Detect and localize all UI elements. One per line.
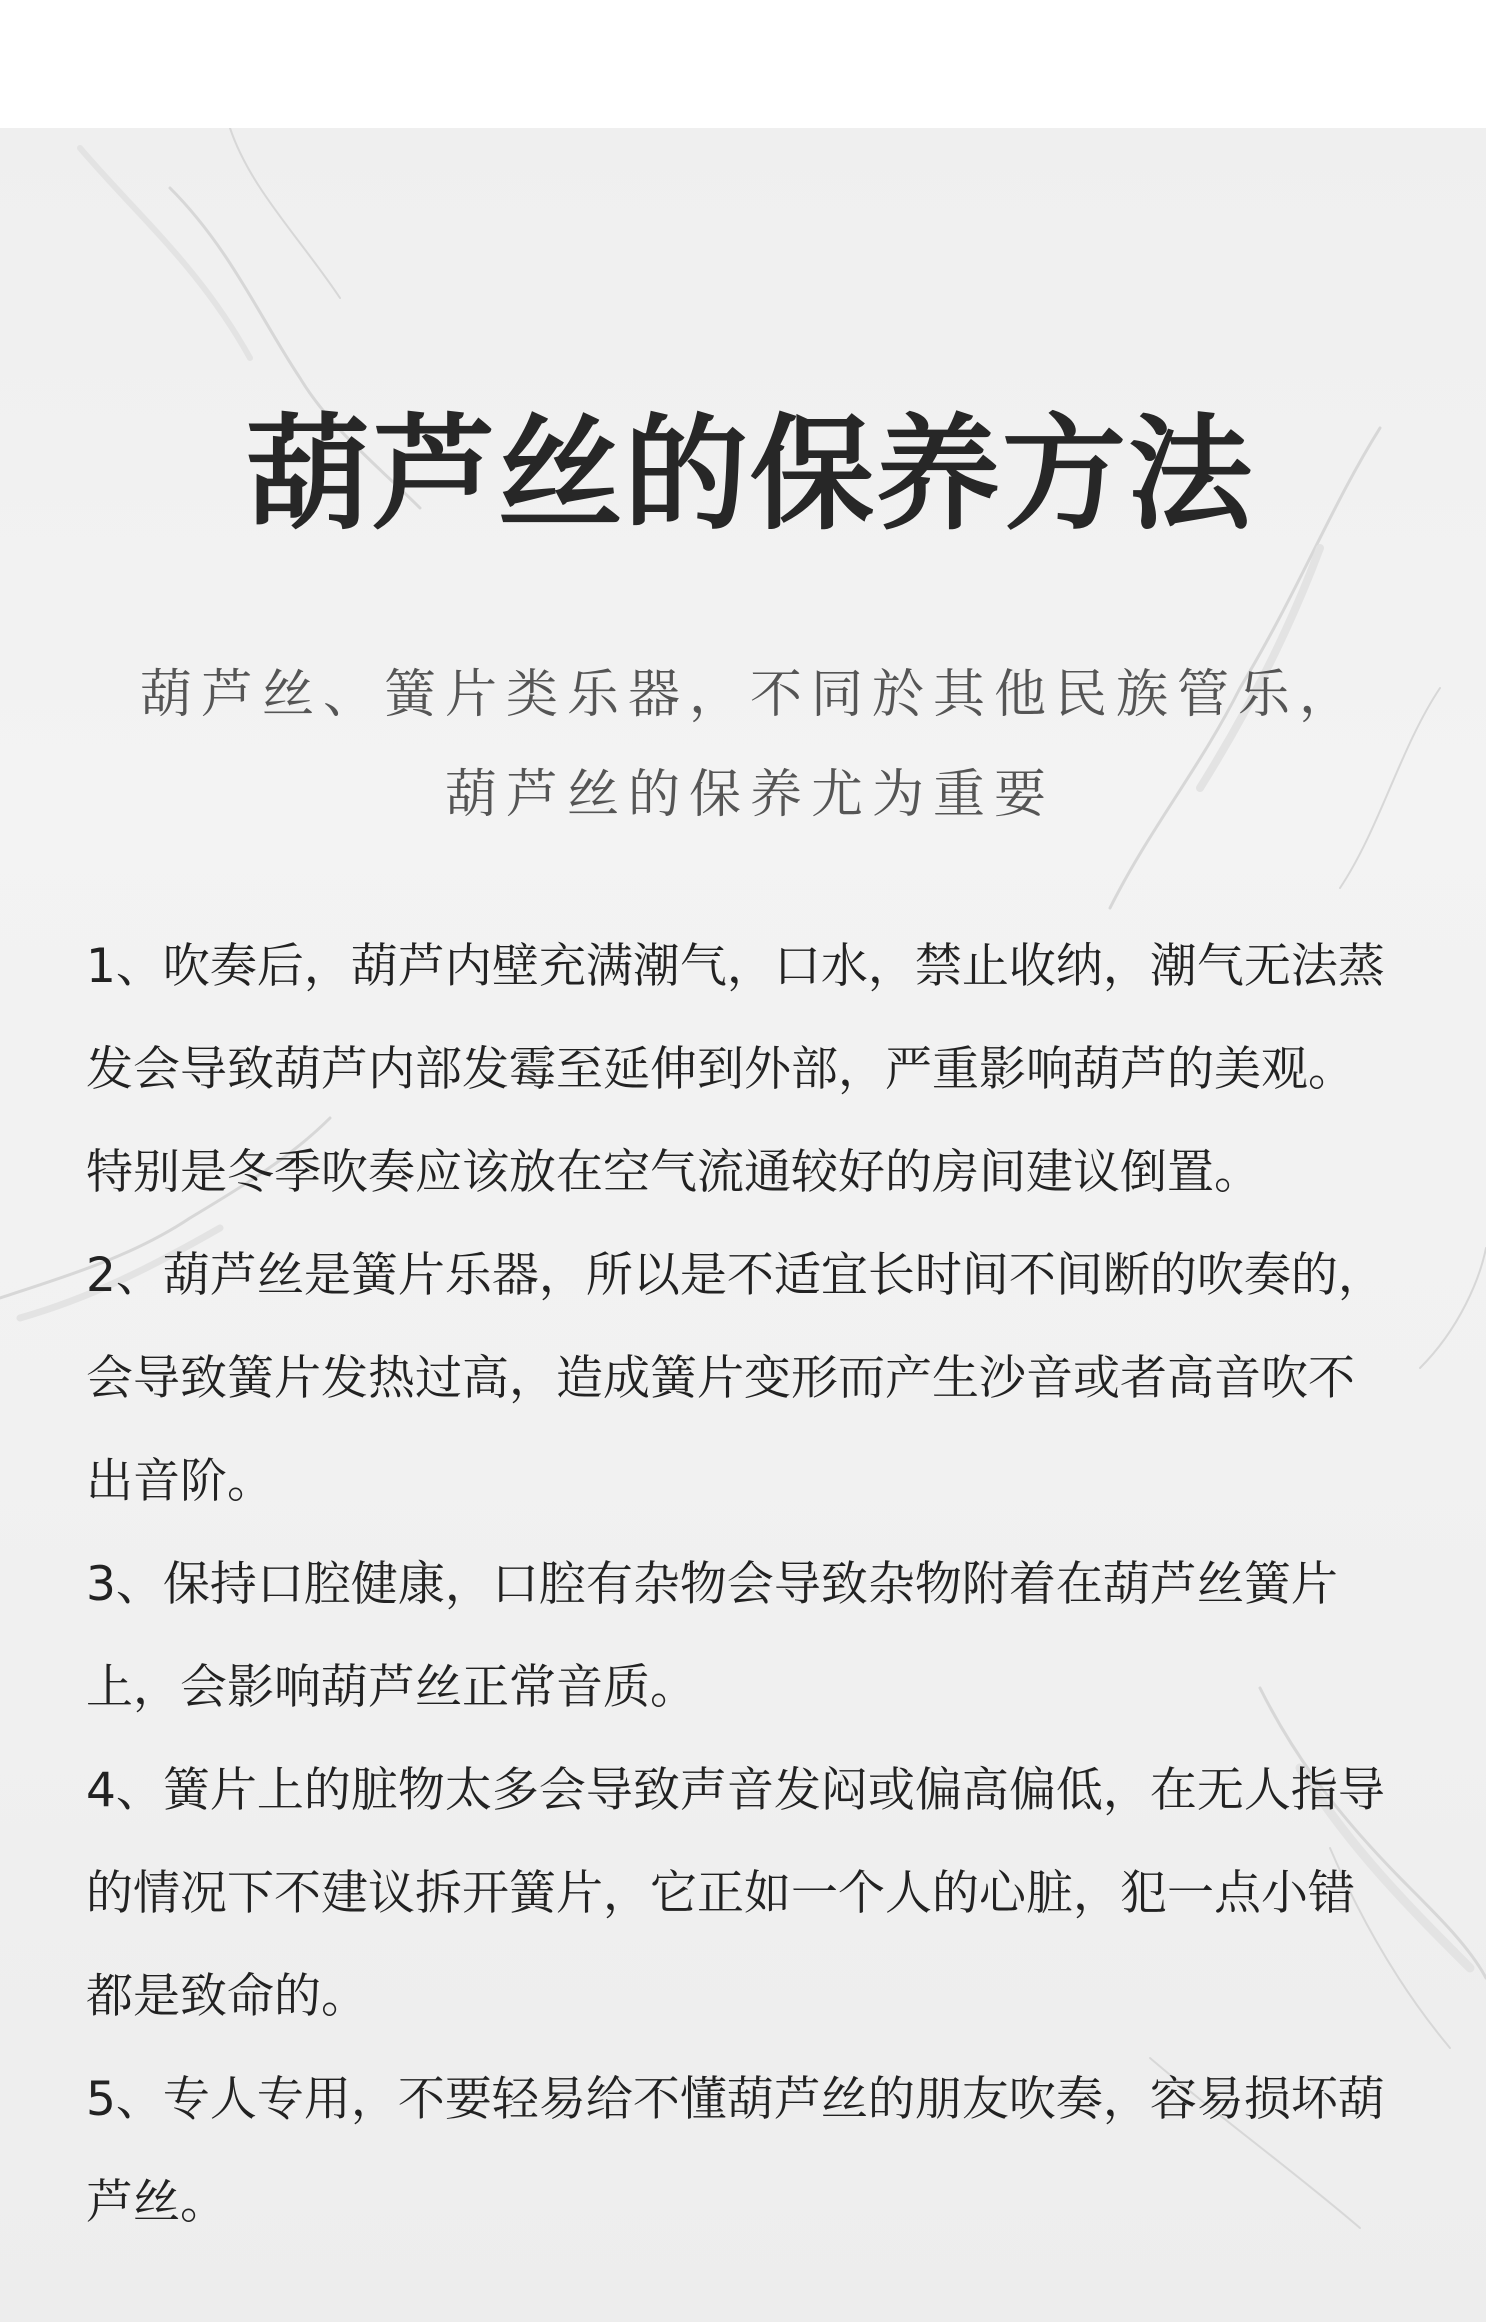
subtitle-line-2: 葫芦丝的保养尤为重要 — [444, 765, 1055, 825]
care-item-1: 1、吹奏后，葫芦内壁充满潮气，口水，禁止收纳，潮气无法蒸发会导致葫芦内部发霉至延伸到外部，严重影响葫芦的美观。特别是冬季吹奏应该放在空气流通较好的房间建议倒置。 — [86, 939, 1385, 1200]
care-item-5: 5、专人专用，不要轻易给不懂葫芦丝的朋友吹奏，容易损坏葫芦丝。 — [86, 2072, 1385, 2230]
care-item-3: 3、保持口腔健康，口腔有杂物会导致杂物附着在葫芦丝簧片上，会影响葫芦丝正常音质。 — [86, 1557, 1338, 1715]
care-instructions — [86, 915, 1386, 2254]
page-title: 葫芦丝的保养方法 — [245, 403, 1254, 547]
care-item-4: 4、簧片上的脏物太多会导致声音发闷或偏高偏低，在无人指导的情况下不建议拆开簧片，它正如一个人的心脏，犯一点小错都是致命的。 — [86, 1763, 1385, 2024]
care-item-2: 2、葫芦丝是簧片乐器，所以是不适宜长时间不间断的吹奏的，会导致簧片发热过高，造成簧片变形而产生沙音或者高音吹不出音阶。 — [86, 1248, 1385, 1509]
subtitle-line-1: 葫芦丝、簧片类乐器，不同於其他民族管乐， — [139, 665, 1360, 725]
